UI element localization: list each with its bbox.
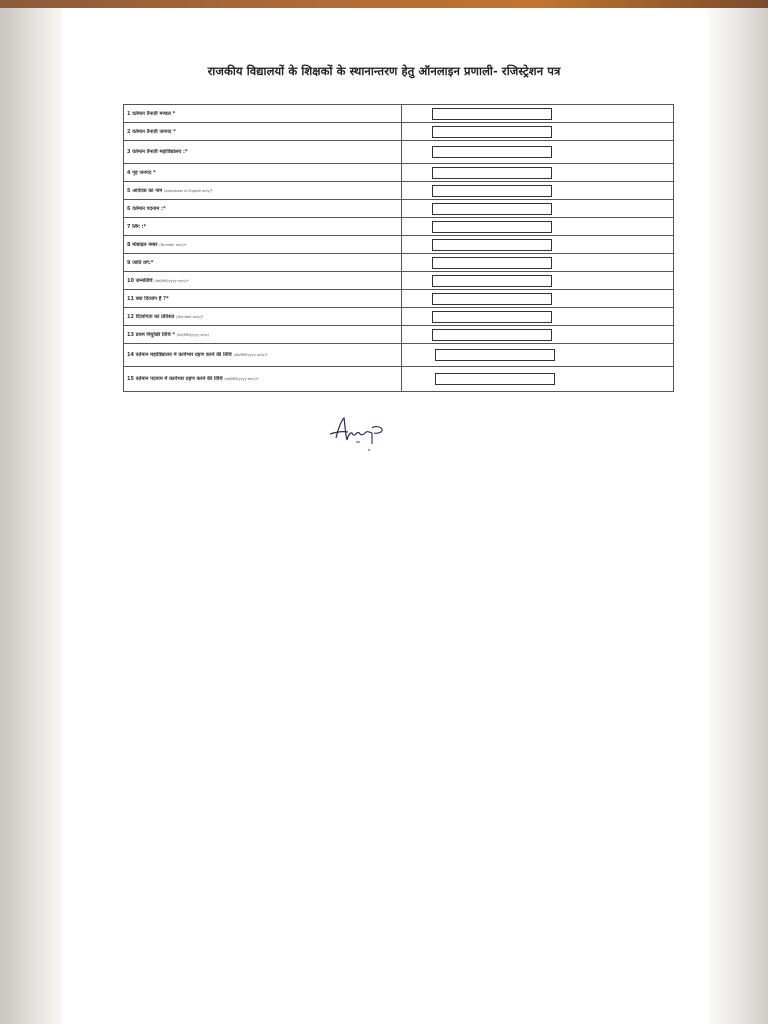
field-hint: (Alphabets in English only)* <box>164 188 213 193</box>
input-field-15[interactable] <box>435 373 555 385</box>
form-label-cell <box>124 164 402 182</box>
field-label: 6 वर्तमान पदनाम :* <box>127 205 166 212</box>
form-row-14 <box>124 344 674 367</box>
form-input-cell <box>402 367 674 392</box>
field-label: 12 दिव्यांगता का प्रतिशत <box>127 313 175 320</box>
form-row-10 <box>124 272 674 290</box>
field-label: 15 वर्तमान पदनाम में कार्यभार ग्रहण करने की तिथि <box>127 376 223 382</box>
form-row-11 <box>124 290 674 308</box>
field-hint: (dd/MM/yyyy only)* <box>224 377 259 381</box>
field-label: 11 क्या दिव्यांग हैं ?* <box>127 295 169 302</box>
form-input-cell <box>402 236 674 254</box>
form-label-cell <box>124 272 402 290</box>
field-hint: (dd/MM/yyyy only)* <box>154 278 189 283</box>
form-input-cell <box>402 182 674 200</box>
field-hint: (dd/MM/yyyy only) <box>176 332 210 337</box>
form-input-cell <box>402 105 674 123</box>
field-hint: (Number only)* <box>176 314 204 319</box>
input-field-11[interactable] <box>432 293 552 305</box>
form-label-cell <box>124 141 402 164</box>
form-input-cell <box>402 308 674 326</box>
input-field-1[interactable] <box>432 108 552 120</box>
field-label: 8 मोबाइल नम्बर <box>127 241 158 248</box>
input-field-5[interactable] <box>432 185 552 197</box>
form-input-cell <box>402 123 674 141</box>
form-label-cell <box>124 182 402 200</box>
form-row-12 <box>124 308 674 326</box>
input-field-3[interactable] <box>432 146 552 158</box>
form-label-cell <box>124 254 402 272</box>
form-row-6 <box>124 200 674 218</box>
form-label-cell <box>124 200 402 218</box>
input-field-10[interactable] <box>432 275 552 287</box>
form-row-9 <box>124 254 674 272</box>
field-label: 3 वर्तमान तैनाती महाविद्यालय :* <box>127 149 188 155</box>
form-label-cell <box>124 344 402 367</box>
form-input-cell <box>402 254 674 272</box>
form-row-7 <box>124 218 674 236</box>
form-label-cell <box>124 290 402 308</box>
form-input-cell <box>402 164 674 182</box>
form-input-cell <box>402 326 674 344</box>
form-label-cell <box>124 105 402 123</box>
form-row-15 <box>124 367 674 392</box>
field-label: 7 लिंग :* <box>127 223 147 230</box>
form-row-5 <box>124 182 674 200</box>
input-field-13[interactable] <box>432 329 552 341</box>
form-label-cell <box>124 308 402 326</box>
form-row-3 <box>124 141 674 164</box>
input-field-6[interactable] <box>432 203 552 215</box>
form-label-cell <box>124 367 402 392</box>
field-hint: (dd/MM/yyyy only)* <box>233 353 268 357</box>
field-label: 1 वर्तमान तैनाती मण्डल * <box>127 110 176 117</box>
form-input-cell <box>402 200 674 218</box>
input-field-4[interactable] <box>432 167 552 179</box>
form-row-13 <box>124 326 674 344</box>
form-input-cell <box>402 344 674 367</box>
form-label-cell <box>124 123 402 141</box>
field-label: 5 आवेदक का नाम <box>127 187 163 194</box>
form-label-cell <box>124 236 402 254</box>
form-label-cell <box>124 218 402 236</box>
scan-left-edge <box>0 0 62 1024</box>
input-field-9[interactable] <box>432 257 552 269</box>
field-label: 2 वर्तमान तैनाती जनपद * <box>127 128 176 135</box>
field-hint: (Number only)* <box>159 242 187 247</box>
form-row-4 <box>124 164 674 182</box>
form-input-cell <box>402 272 674 290</box>
input-field-2[interactable] <box>432 126 552 138</box>
form-row-2 <box>124 123 674 141</box>
field-label: 13 प्रथम नियुक्ति तिथि * <box>127 331 175 338</box>
field-label: 14 वर्तमान महाविद्यालय में कार्यभार ग्रहण करने की तिथि <box>127 352 232 358</box>
form-label-cell <box>124 326 402 344</box>
input-field-7[interactable] <box>432 221 552 233</box>
input-field-8[interactable] <box>432 239 552 251</box>
form-row-8 <box>124 236 674 254</box>
input-field-12[interactable] <box>432 311 552 323</box>
input-field-14[interactable] <box>435 349 555 361</box>
form-input-cell <box>402 290 674 308</box>
field-label: 4 गृह जनपद * <box>127 169 156 176</box>
field-label: 10 जन्मतिथि <box>127 277 153 284</box>
form-row-1 <box>124 105 674 123</box>
form-input-cell <box>402 141 674 164</box>
document-title: राजकीय विद्यालयों के शिक्षकों के स्थानान्तरण हेतु ऑनलाइन प्रणाली- रजिस्ट्रेशन पत्र <box>207 64 561 78</box>
registration-form-table <box>123 104 674 392</box>
form-input-cell <box>402 218 674 236</box>
field-label: 9 जाति वर्ग:* <box>127 259 154 266</box>
scan-right-edge <box>708 0 768 1024</box>
handwritten-signature <box>326 414 388 454</box>
scan-top-edge <box>0 0 768 8</box>
